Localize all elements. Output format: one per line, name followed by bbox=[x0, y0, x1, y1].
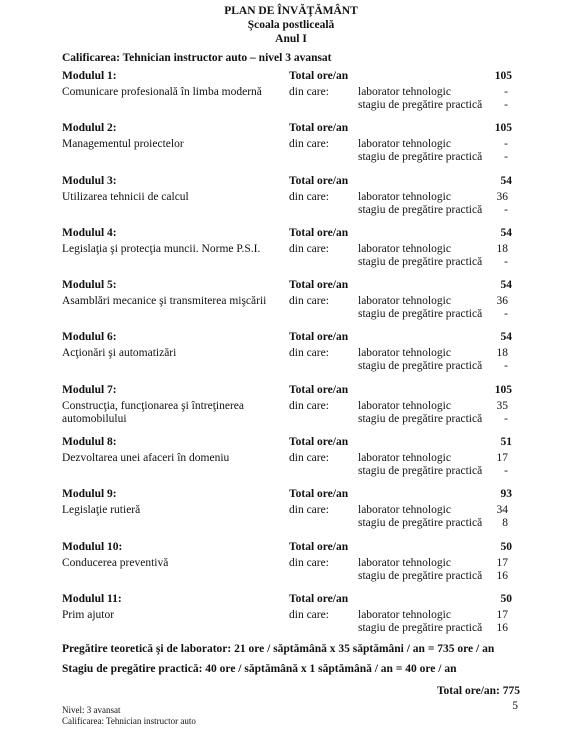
lab-hours: - bbox=[504, 138, 508, 151]
practice-label: stagiu de pregătire practică bbox=[358, 360, 483, 373]
module-title: Modulul 6: bbox=[62, 331, 117, 344]
lab-hours: 35 bbox=[496, 399, 508, 412]
practice-hours: - bbox=[504, 203, 508, 216]
lab-label: laborator tehnologic bbox=[358, 556, 451, 569]
lab-label: laborator tehnologic bbox=[358, 347, 451, 360]
module-name: Comunicare profesională în limba modernă bbox=[62, 86, 262, 98]
din-care-label: din care: bbox=[289, 556, 329, 569]
practice-label: stagiu de pregătire practică bbox=[358, 99, 483, 111]
module-block bbox=[0, 488, 582, 540]
din-care-label: din care: bbox=[289, 452, 329, 465]
module-title: Modulul 10: bbox=[62, 540, 123, 553]
practice-hours: - bbox=[504, 412, 508, 425]
lab-hours: 36 bbox=[496, 295, 508, 308]
total-hours-label: Total ore/an bbox=[289, 70, 349, 82]
module-block bbox=[0, 541, 582, 593]
practice-label: stagiu de pregătire practică bbox=[358, 308, 483, 321]
lab-hours: 17 bbox=[496, 608, 508, 621]
theory-summary: Pregătire teoretică şi de laborator: 21 ore / săptămână x 35 săptămâni / an = 735 ore / an bbox=[62, 643, 495, 655]
lab-hours: 18 bbox=[496, 242, 508, 255]
lab-hours: - bbox=[504, 86, 508, 98]
practice-label: stagiu de pregătire practică bbox=[358, 569, 483, 582]
page-footer bbox=[62, 705, 196, 727]
module-title: Modulul 4: bbox=[62, 226, 117, 239]
total-hours-label: Total ore/an bbox=[289, 383, 349, 396]
practice-hours: 8 bbox=[502, 517, 508, 530]
practice-label: stagiu de pregătire practică bbox=[358, 465, 483, 478]
total-hours-label: Total ore/an bbox=[289, 174, 349, 187]
modules-list bbox=[0, 70, 582, 645]
lab-label: laborator tehnologic bbox=[358, 399, 451, 412]
module-total-hours: 50 bbox=[500, 540, 512, 553]
module-title: Modulul 8: bbox=[62, 436, 117, 449]
din-care-label: din care: bbox=[289, 242, 329, 255]
page-number: 5 bbox=[512, 700, 518, 712]
practice-hours: - bbox=[504, 255, 508, 268]
total-hours-label: Total ore/an bbox=[289, 540, 349, 553]
lab-label: laborator tehnologic bbox=[358, 190, 451, 203]
module-name: Utilizarea tehnicii de calcul bbox=[62, 190, 189, 203]
din-care-label: din care: bbox=[289, 347, 329, 360]
total-hours-label: Total ore/an bbox=[289, 488, 349, 501]
din-care-label: din care: bbox=[289, 504, 329, 517]
school-type: Şcoala postliceală bbox=[247, 19, 335, 31]
module-title: Modulul 1: bbox=[62, 70, 117, 82]
practice-hours: - bbox=[504, 360, 508, 373]
lab-label: laborator tehnologic bbox=[358, 86, 451, 98]
lab-label: laborator tehnologic bbox=[358, 242, 451, 255]
practice-hours: - bbox=[504, 151, 508, 164]
lab-label: laborator tehnologic bbox=[358, 452, 451, 465]
practice-label: stagiu de pregătire practică bbox=[358, 621, 483, 634]
module-title: Modulul 11: bbox=[62, 592, 122, 605]
module-block bbox=[0, 227, 582, 279]
module-total-hours: 93 bbox=[500, 488, 512, 501]
practice-hours: - bbox=[504, 308, 508, 321]
practice-hours: 16 bbox=[496, 621, 508, 634]
module-name: Managementul proiectelor bbox=[62, 138, 184, 151]
din-care-label: din care: bbox=[289, 138, 329, 151]
module-block bbox=[0, 279, 582, 331]
module-block bbox=[0, 175, 582, 227]
plan-title: PLAN DE ÎNVĂŢĂMÂNT bbox=[224, 5, 358, 17]
module-title: Modulul 7: bbox=[62, 383, 117, 396]
module-block bbox=[0, 593, 582, 645]
module-name: Acţionări şi automatizări bbox=[62, 347, 177, 360]
lab-label: laborator tehnologic bbox=[358, 138, 451, 151]
din-care-label: din care: bbox=[289, 295, 329, 308]
module-title: Modulul 2: bbox=[62, 122, 117, 135]
module-total-hours: 54 bbox=[500, 331, 512, 344]
module-name: Asamblări mecanice şi transmiterea mişcării bbox=[62, 295, 267, 308]
module-name: Legislaţie rutieră bbox=[62, 504, 141, 517]
total-hours-label: Total ore/an bbox=[289, 122, 349, 135]
lab-label: laborator tehnologic bbox=[358, 504, 451, 517]
module-name: Construcţia, funcţionarea şi întreţinerea automobilului bbox=[62, 399, 245, 425]
total-hours-label: Total ore/an bbox=[289, 436, 349, 449]
practice-label: stagiu de pregătire practică bbox=[358, 412, 483, 425]
module-name: Conducerea preventivă bbox=[62, 556, 169, 569]
din-care-label: din care: bbox=[289, 190, 329, 203]
grand-total: Total ore/an: 775 bbox=[436, 685, 520, 697]
footer-qualification: Calificarea: Tehnician instructor auto bbox=[62, 716, 196, 726]
din-care-label: din care: bbox=[289, 86, 329, 98]
module-total-hours: 54 bbox=[500, 279, 512, 292]
practice-hours: 16 bbox=[496, 569, 508, 582]
din-care-label: din care: bbox=[289, 399, 329, 412]
total-hours-label: Total ore/an bbox=[289, 279, 349, 292]
module-name: Legislaţia şi protecţia muncii. Norme P.S.I. bbox=[62, 242, 261, 255]
module-title: Modulul 9: bbox=[62, 488, 117, 501]
study-year: Anul I bbox=[275, 33, 307, 45]
lab-hours: 18 bbox=[496, 347, 508, 360]
lab-label: laborator tehnologic bbox=[358, 608, 451, 621]
module-total-hours: 105 bbox=[494, 383, 512, 396]
total-hours-label: Total ore/an bbox=[289, 331, 349, 344]
module-total-hours: 54 bbox=[500, 226, 512, 239]
module-block bbox=[0, 436, 582, 488]
module-block bbox=[0, 70, 582, 122]
lab-hours: 34 bbox=[496, 504, 508, 517]
module-total-hours: 50 bbox=[500, 592, 512, 605]
module-block bbox=[0, 331, 582, 383]
practice-summary: Stagiu de pregătire practică: 40 ore / săptămână x 1 săptămână / an = 40 ore / an bbox=[62, 663, 457, 675]
footer-level: Nivel: 3 avansat bbox=[62, 705, 121, 715]
document-header bbox=[0, 4, 582, 46]
practice-label: stagiu de pregătire practică bbox=[358, 151, 483, 164]
module-total-hours: 51 bbox=[500, 436, 512, 449]
qualification-line: Calificarea: Tehnician instructor auto – nivel 3 avansat bbox=[62, 52, 332, 64]
module-block bbox=[0, 384, 582, 436]
total-hours-label: Total ore/an bbox=[289, 592, 349, 605]
practice-label: stagiu de pregătire practică bbox=[358, 517, 483, 530]
module-name: Prim ajutor bbox=[62, 608, 115, 621]
module-total-hours: 54 bbox=[500, 174, 512, 187]
practice-hours: - bbox=[504, 99, 508, 111]
module-total-hours: 105 bbox=[494, 70, 512, 82]
lab-hours: 17 bbox=[496, 452, 508, 465]
module-title: Modulul 3: bbox=[62, 174, 117, 187]
practice-label: stagiu de pregătire practică bbox=[358, 255, 483, 268]
practice-label: stagiu de pregătire practică bbox=[358, 203, 483, 216]
lab-hours: 17 bbox=[496, 556, 508, 569]
lab-label: laborator tehnologic bbox=[358, 295, 451, 308]
module-title: Modulul 5: bbox=[62, 279, 117, 292]
lab-hours: 36 bbox=[496, 190, 508, 203]
module-total-hours: 105 bbox=[494, 122, 512, 135]
din-care-label: din care: bbox=[289, 608, 329, 621]
module-name: Dezvoltarea unei afaceri în domeniu bbox=[62, 452, 230, 465]
practice-hours: - bbox=[504, 465, 508, 478]
module-block bbox=[0, 122, 582, 174]
total-hours-label: Total ore/an bbox=[289, 226, 349, 239]
